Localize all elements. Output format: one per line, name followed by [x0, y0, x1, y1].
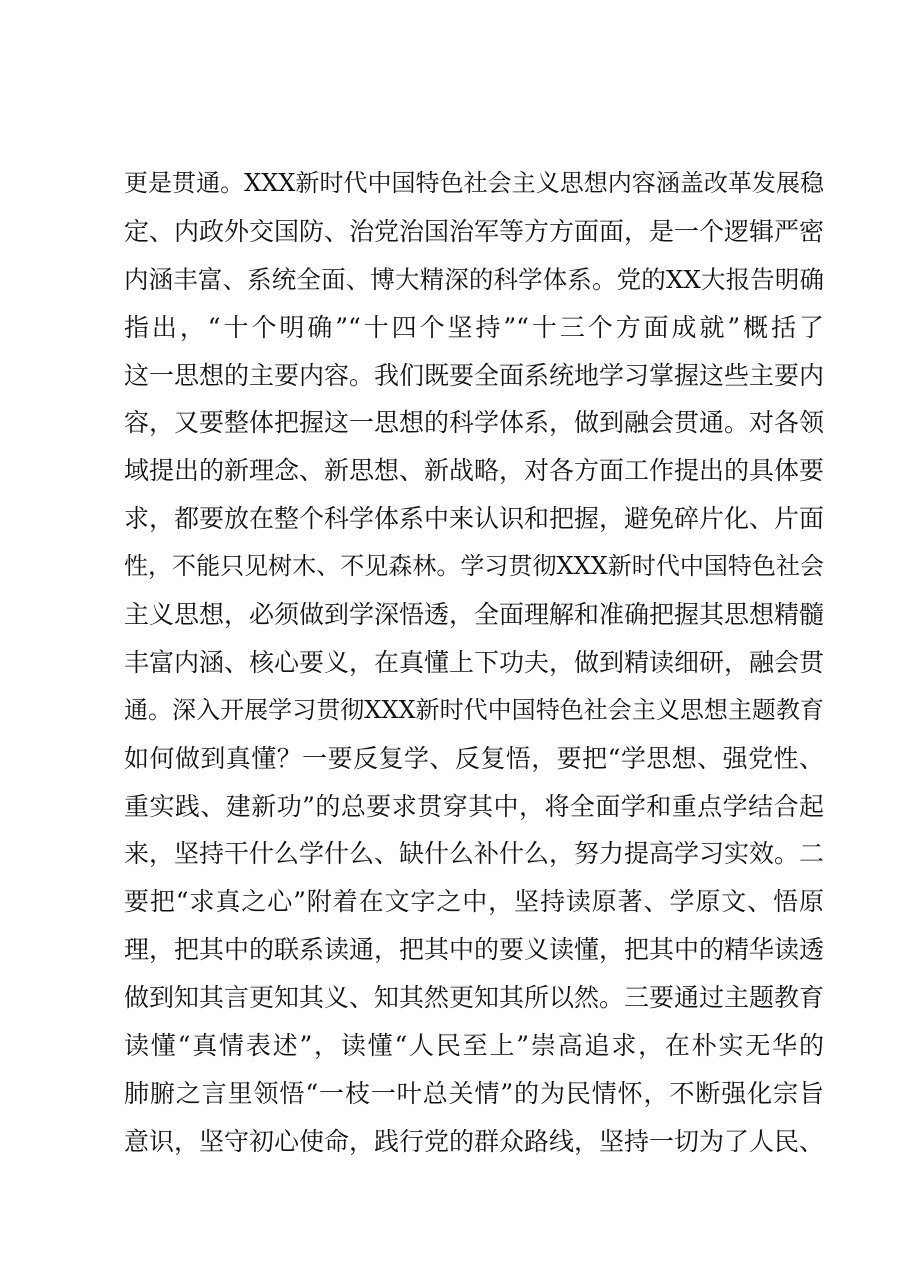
text-line: 容，又要整体把握这一思想的科学体系，做到融会贯通。对各领: [124, 408, 824, 438]
text-line: 丰富内涵、核心要义，在真懂上下功夫，做到精读细研，融会贯: [124, 647, 824, 677]
text-line: 更是贯通。XXX新时代中国特色社会主义思想内容涵盖改革发展稳: [124, 169, 824, 197]
text-line: 做到知其言更知其义、知其然更知其所以然。三要通过主题教育: [124, 983, 824, 1013]
text-line: 重实践、建新功”的总要求贯穿其中，将全面学和重点学结合起: [124, 791, 824, 821]
text-line: 性，不能只见树木、不见森林。学习贯彻XXX新时代中国特色社会: [124, 552, 824, 581]
text-line: 内涵丰富、系统全面、博大精深的科学体系。党的XX大报告明确: [124, 264, 824, 294]
text-line: 指出，“十个明确”“十四个坚持”“十三个方面成就”概括了: [124, 312, 824, 342]
text-line: 肺腑之言里领悟“一枝一叶总关情”的为民情怀，不断强化宗旨: [124, 1078, 824, 1108]
text-line: 要把“求真之心”附着在文字之中，坚持读原著、学原文、悟原: [124, 887, 824, 917]
body-text: [124, 160, 824, 1166]
text-line: 理，把其中的联系读通，把其中的要义读懂，把其中的精华读透: [124, 935, 824, 965]
text-line: 求，都要放在整个科学体系中来认识和把握，避免碎片化、片面: [124, 504, 824, 534]
text-line: 来，坚持干什么学什么、缺什么补什么，努力提高学习实效。二: [124, 839, 824, 869]
text-line: 意识，坚守初心使命，践行党的群众路线，坚持一切为了人民、: [124, 1126, 824, 1156]
text-line: 域提出的新理念、新思想、新战略，对各方面工作提出的具体要: [124, 456, 824, 486]
text-line: 定、内政外交国防、治党治国治军等方方面面，是一个逻辑严密: [124, 216, 824, 246]
text-line: 读懂“真情表述”，读懂“人民至上”崇高追求，在朴实无华的: [124, 1031, 824, 1061]
text-line: 这一思想的主要内容。我们既要全面系统地学习掌握这些主要内: [124, 360, 824, 390]
text-line: 如何做到真懂？一要反复学、反复悟，要把“学思想、强党性、: [124, 743, 824, 773]
text-line: 主义思想，必须做到学深悟透，全面理解和准确把握其思想精髓: [124, 600, 824, 630]
text-line: 通。深入开展学习贯彻XXX新时代中国特色社会主义思想主题教育: [124, 695, 824, 724]
